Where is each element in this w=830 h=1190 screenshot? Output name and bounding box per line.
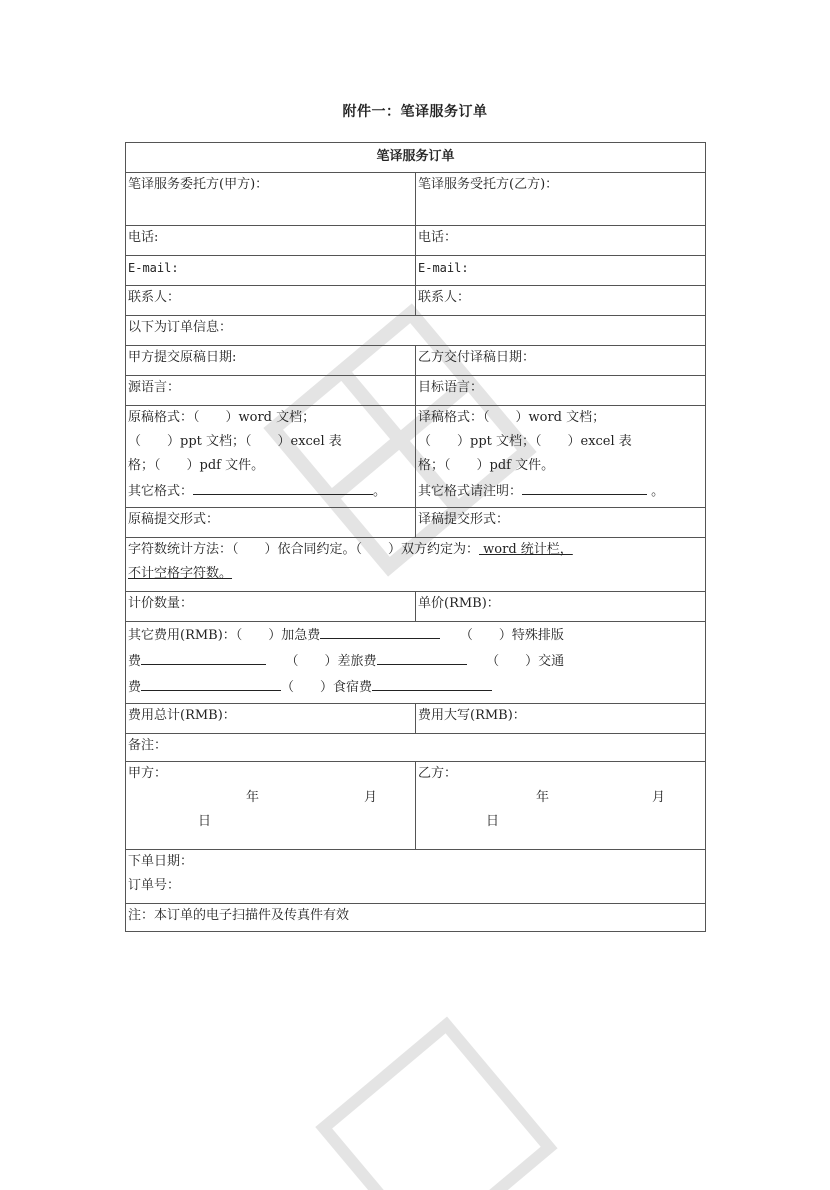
deliver-date-b-field[interactable]: 乙方交付译稿日期： [416,346,706,376]
contact-b-field[interactable]: 联系人： [416,286,706,316]
order-date-label: 下单日期： [128,854,194,869]
remarks-field[interactable]: 备注： [126,734,706,762]
target-language-field[interactable]: 目标语言： [416,376,706,406]
target-format-line1: 译稿格式：（ ）word 文档； [418,410,606,425]
validity-note: 注：本订单的电子扫描件及传真件有效 [126,904,706,932]
period: 。 [651,484,665,499]
pricing-quantity-field[interactable]: 计价数量： [126,592,416,622]
lodging-fee-label: （ ）食宿费 [281,680,373,695]
target-other-format-label: 其它格式请注明： [418,484,523,499]
submit-date-a-field[interactable]: 甲方提交原稿日期: [126,346,416,376]
unit-price-field[interactable]: 单价(RMB)： [416,592,706,622]
email-b-field[interactable]: E-mail: [416,256,706,286]
char-count-agreement: word 统计栏， [479,542,573,557]
lodging-fee-blank[interactable] [372,674,492,691]
source-submit-form-field[interactable]: 原稿提交形式： [126,508,416,538]
total-fee-field[interactable]: 费用总计(RMB)： [126,704,416,734]
period: 。 [373,484,387,499]
target-format-line2: （ ）ppt 文档；（ ）excel 表 [418,434,632,449]
watermark-icon [300,1010,560,1190]
signature-a-label: 甲方： [128,766,168,781]
char-count-method-field[interactable] [126,538,706,592]
travel-fee-blank[interactable] [377,648,467,665]
day-label: 日 [198,814,212,829]
order-meta-field[interactable] [126,850,706,904]
day-label: 日 [486,814,500,829]
form-header: 笔译服务订单 [126,143,706,173]
order-info-label: 以下为订单信息： [126,316,706,346]
source-format-line1: 原稿格式：（ ）word 文档； [128,410,316,425]
fee-label: 费 [128,680,142,695]
party-b-field[interactable]: 笔译服务受托方(乙方)： [416,173,706,226]
source-language-field[interactable]: 源语言： [126,376,416,406]
phone-b-field[interactable]: 电话： [416,226,706,256]
transport-fee-blank[interactable] [141,674,281,691]
total-fee-caps-field[interactable]: 费用大写(RMB)： [416,704,706,734]
translation-order-form [125,142,706,932]
order-number-label: 订单号： [128,878,181,893]
party-a-field[interactable]: 笔译服务委托方(甲方)： [126,173,416,226]
signature-a-field[interactable] [126,762,416,850]
source-format-line2: （ ）ppt 文档；（ ）excel 表 [128,434,342,449]
char-count-agreement-cont: 不计空格字符数。 [128,566,233,581]
other-fees-label: 其它费用(RMB)：（ ）加急费 [128,628,321,643]
email-a-field[interactable]: E-mail: [126,256,416,286]
document-title: 附件一：笔译服务订单 [342,104,488,120]
transport-fee-label: （ ）交通 [492,654,565,669]
target-format-line3: 格；（ ）pdf 文件。 [418,458,555,473]
year-label: 年 [536,790,550,805]
year-label: 年 [246,790,260,805]
rush-fee-blank[interactable] [320,622,440,639]
phone-a-field[interactable]: 电话: [126,226,416,256]
other-fees-field[interactable] [126,622,706,704]
special-typeset-label: （ ）特殊排版 [466,628,564,643]
char-count-prefix: 字符数统计方法：（ ）依合同约定。（ ）双方约定为： [128,542,480,557]
month-label: 月 [652,790,666,805]
source-other-format-blank[interactable] [193,478,373,495]
target-submit-form-field[interactable]: 译稿提交形式： [416,508,706,538]
source-other-format-label: 其它格式： [128,484,194,499]
source-format-field[interactable] [126,406,416,508]
month-label: 月 [364,790,378,805]
contact-a-field[interactable]: 联系人： [126,286,416,316]
signature-b-field[interactable] [416,762,706,850]
travel-fee-label: （ ）差旅费 [292,654,377,669]
target-other-format-blank[interactable] [522,478,647,495]
special-typeset-fee-blank[interactable] [141,648,266,665]
signature-b-label: 乙方： [418,766,458,781]
source-format-line3: 格；（ ）pdf 文件。 [128,458,265,473]
fee-label: 费 [128,654,142,669]
target-format-field[interactable] [416,406,706,508]
